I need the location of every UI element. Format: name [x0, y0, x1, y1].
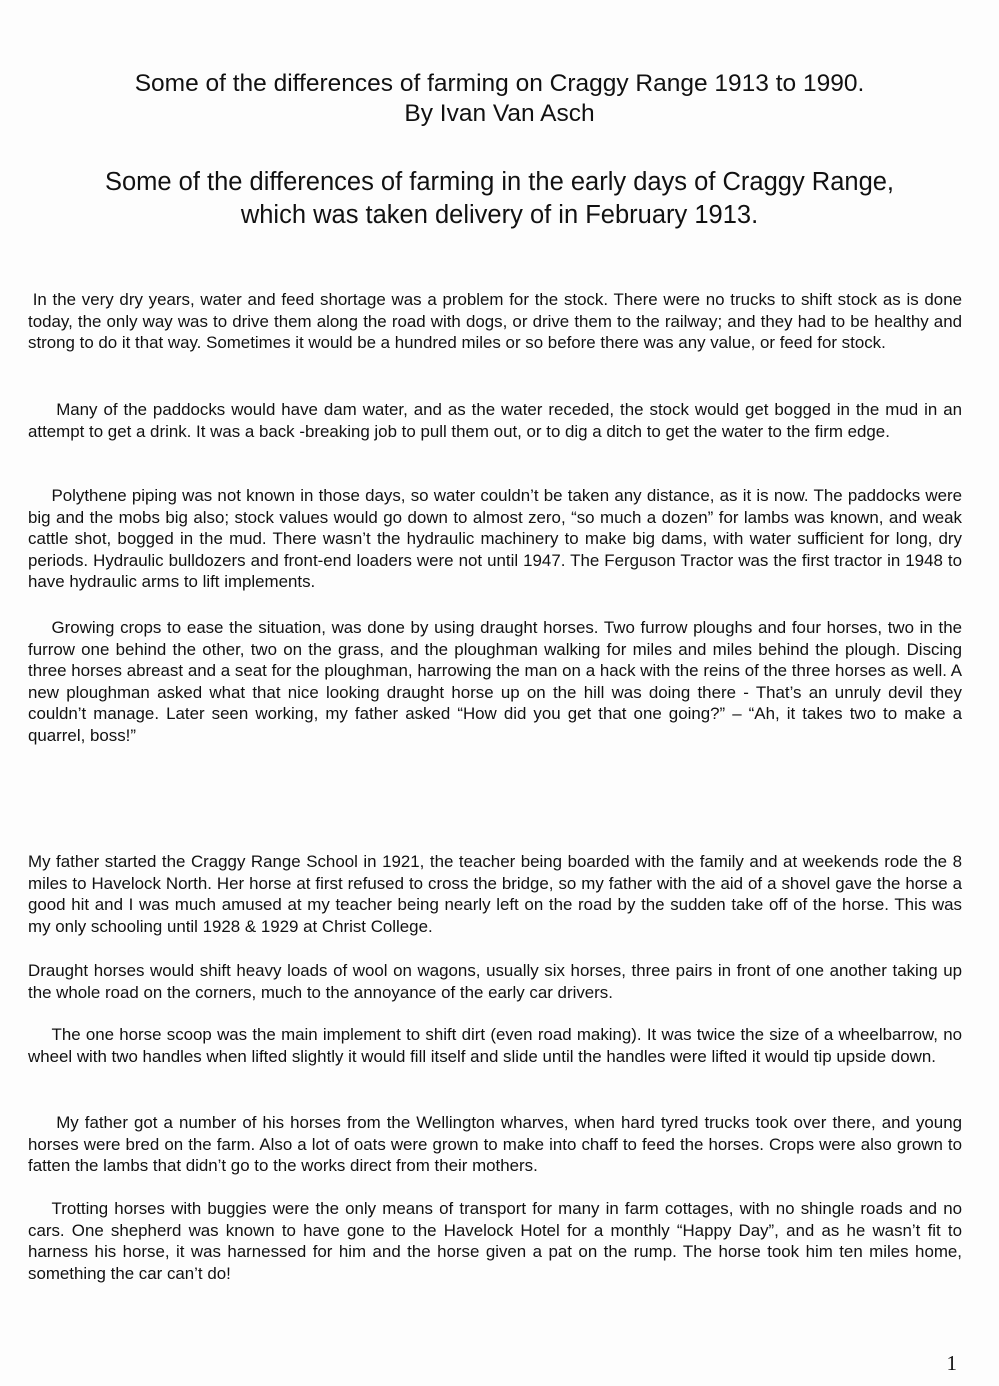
paragraph-school: My father started the Craggy Range School in 1921, the teacher being boarded with the family and at weekends rode the 8 miles to Havelock North. Her horse at first refused to cross the bridge, so my father with the aid of a shovel gave the horse a good hit and I was much amused at my teacher being nearly left on the road by the sudden take off of the horse. This was my only schooling until 1928 & 1929 at Christ College. — [28, 852, 962, 936]
document-subtitle — [0, 166, 999, 232]
author-line: By Ivan Van Asch — [404, 100, 595, 127]
paragraph-growing-crops: Growing crops to ease the situation, was done by using draught horses. Two furrow ploughs and four horses, two in the furrow one behind the other, two on the grass, and the ploughman walking for miles and miles behind the plough. Discing three horses abreast and a seat for the ploughman, harrowing the man on a hack with the reins of the three horses as well. A new ploughman asked what that nice looking draught horse up on the hill was doing there - That’s an unruly devil they couldn’t manage. Later seen working, my father asked “How did you get that one going?” – “Ah, it takes two to make a quarrel, boss!” — [28, 618, 962, 745]
paragraph-trotting-horses: Trotting horses with buggies were the only means of transport for many in farm cottages, with no shingle roads and no cars. One shepherd was known to have gone to the Havelock Hotel for a monthly “Happy Day”, and as he wasn’t fit to harness his horse, it was harnessed for him and the horse given a pat on the rump. The horse took him ten miles home, something the car can’t do! — [28, 1199, 962, 1283]
paragraph-dam-water: Many of the paddocks would have dam water, and as the water receded, the stock would get bogged in the mud in an attempt to get a drink. It was a back -breaking job to pull them out, or to dig a ditch to get the water to the firm edge. — [28, 400, 962, 441]
paragraph-wellington-wharves: My father got a number of his horses from the Wellington wharves, when hard tyred trucks took over there, and young horses were bred on the farm. Also a lot of oats were grown to make into chaff to feed the horses. Crops were also grown to fatten the lambs that didn’t go to the works direct from their mothers. — [28, 1113, 962, 1176]
paragraph-draught-horses: Draught horses would shift heavy loads of wool on wagons, usually six horses, three pairs in front of one another taking up the whole road on the corners, much to the annoyance of the early car drivers. — [28, 961, 962, 1002]
title-line-1: Some of the differences of farming on Craggy Range 1913 to 1990. — [134, 70, 865, 97]
subtitle-line-1: Some of the differences of farming in the early days of Craggy Range, — [104, 168, 895, 196]
paragraph-dry-years: In the very dry years, water and feed shortage was a problem for the stock. There were no trucks to shift stock as is done today, the only way was to drive them along the road with dogs, or drive them to the railway; and they had to be healthy and strong to do it that way. Sometimes it would be a hundred miles or so before there was any value, or feed for stock. — [28, 290, 962, 353]
paragraph-polythene-piping: Polythene piping was not known in those days, so water couldn’t be taken any distance, as it is now. The paddocks were big and the mobs big also; stock values would go down to almost zero, “so much a dozen” for lambs was known, and weak cattle shot, bogged in the mud. There wasn’t the hydraulic machinery to make big dams, with water sufficient for long, dry periods. Hydraulic bulldozers and front-end loaders were not until 1947. The Ferguson Tractor was the first tractor in 1948 to have hydraulic arms to lift implements. — [28, 486, 962, 592]
page-number: 1 — [946, 1351, 957, 1375]
document-title — [0, 69, 999, 129]
paragraph-horse-scoop: The one horse scoop was the main implement to shift dirt (even road making). It was twice the size of a wheelbarrow, no wheel with two handles when lifted slightly it would fill itself and slide until the handles were lifted it would tip upside down. — [28, 1025, 962, 1066]
subtitle-line-2: which was taken delivery of in February 1913. — [240, 201, 759, 229]
